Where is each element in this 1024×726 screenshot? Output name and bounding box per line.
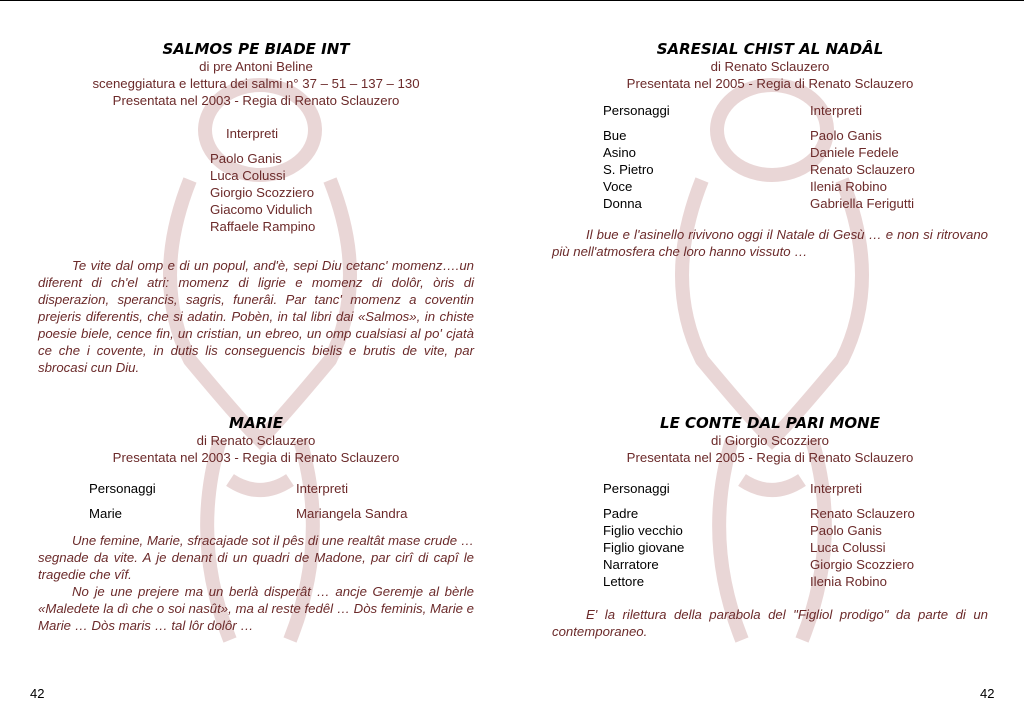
- conte-description: E' la rilettura della parabola del "Figliol prodigo" da parte di un contemporaneo.: [552, 607, 988, 639]
- cast-role: Padre: [603, 506, 639, 521]
- interprete-name: Paolo Ganis: [210, 151, 282, 166]
- saresial-section: [552, 40, 988, 260]
- cast-actor: Paolo Ganis: [810, 523, 882, 538]
- cast-role: Lettore: [603, 574, 645, 589]
- saresial-cast: [603, 102, 988, 212]
- cast-row: [603, 505, 988, 522]
- cast-role: Narratore: [603, 557, 659, 572]
- personaggi-label: Personaggi: [89, 481, 156, 496]
- salmos-section: [38, 40, 474, 376]
- conte-author: di Giorgio Scozziero: [710, 433, 829, 448]
- cast-header: [603, 102, 988, 119]
- cast-actor: Luca Colussi: [810, 540, 886, 555]
- cast-actor: Mariangela Sandra: [296, 506, 408, 521]
- cast-role: S. Pietro: [603, 162, 654, 177]
- salmos-subtitle: sceneggiatura e lettura dei salmi n° 37 – 51 – 137 – 130: [92, 76, 420, 91]
- cast-role: Donna: [603, 196, 642, 211]
- cast-header: [89, 480, 474, 497]
- cast-row: [603, 144, 988, 161]
- cast-actor: Renato Sclauzero: [810, 506, 915, 521]
- cast-row: [603, 195, 988, 212]
- cast-role: Voce: [603, 179, 633, 194]
- saresial-author: di Renato Sclauzero: [710, 59, 830, 74]
- cast-header: [603, 480, 988, 497]
- interprete-name: Giorgio Scozziero: [210, 185, 315, 200]
- marie-presented: Presentata nel 2003 - Regia di Renato Sclauzero: [112, 450, 400, 465]
- cast-actor: Renato Sclauzero: [810, 162, 915, 177]
- cast-actor: Daniele Fedele: [810, 145, 899, 160]
- right-page: [512, 0, 1024, 726]
- saresial-presented: Presentata nel 2005 - Regia di Renato Sclauzero: [626, 76, 914, 91]
- salmos-title: SALMOS PE BIADE INT: [162, 40, 350, 58]
- cast-row: [603, 127, 988, 144]
- cast-actor: Ilenia Robino: [810, 179, 887, 194]
- cast-row: [603, 178, 988, 195]
- salmos-author: di pre Antoni Beline: [199, 59, 313, 74]
- cast-role: Marie: [89, 506, 122, 521]
- interprete-name: Giacomo Vidulich: [210, 202, 313, 217]
- page-number-right: 42: [980, 686, 995, 701]
- salmos-description: Te vite dal omp e di un popul, and'è, sepi Diu cetanc' momenz….un diferent di ch'el atri: momenz di ligrie e momenz di dolôr, òris di disperazion, sperancis, sagris, funerâi. Par tanc' momenz a coventin prejeris diferentis, che si adatin. Pobèn, in tal libri dai «Salmos», in chiste poesie biele, cence fin, un cristian, un ebreo, un omp cualsiasi al po' cjatà ce che i covente, in dutis lis conseguencis bielis e brutis de vite, par sbrocasi cun Diu.: [38, 258, 474, 375]
- conte-section: [552, 414, 988, 640]
- conte-title: LE CONTE DAL PARI MONE: [660, 414, 880, 432]
- cast-row: [603, 573, 988, 590]
- cast-row: [603, 522, 988, 539]
- interprete-name: Raffaele Rampino: [210, 219, 316, 234]
- saresial-title: SARESIAL CHIST AL NADÂL: [656, 40, 884, 58]
- marie-cast: [89, 480, 474, 522]
- cast-actor: Giorgio Scozziero: [810, 557, 915, 572]
- cast-actor: Gabriella Ferigutti: [810, 196, 915, 211]
- marie-title: MARIE: [229, 414, 283, 432]
- interpreti-label: Interpreti: [810, 481, 863, 496]
- cast-actor: Paolo Ganis: [810, 128, 882, 143]
- cast-role: Asino: [603, 145, 636, 160]
- interpreti-label: Interpreti: [810, 103, 863, 118]
- cast-row: [603, 539, 988, 556]
- conte-presented: Presentata nel 2005 - Regia di Renato Sclauzero: [626, 450, 914, 465]
- cast-role: Figlio vecchio: [603, 523, 683, 538]
- salmos-interpreti-label: Interpreti: [226, 126, 279, 141]
- salmos-presented: Presentata nel 2003 - Regia di Renato Sclauzero: [112, 93, 400, 108]
- marie-description-2: No je une prejere ma un berlà disperât … ancje Geremje al bèrle «Maledete la dì che o soi nasût», ma al reste fedêl … Dòs feminis, Marie e Marie … Dòs maris … tal lôr dolôr …: [38, 584, 474, 633]
- personaggi-label: Personaggi: [603, 103, 670, 118]
- cast-role: Figlio giovane: [603, 540, 685, 555]
- conte-cast: [603, 480, 988, 590]
- salmos-interpreti-list: [210, 150, 474, 235]
- cast-row: [603, 161, 988, 178]
- cast-role: Bue: [603, 128, 627, 143]
- marie-description-1: Une femine, Marie, sfracajade sot il pês di une realtât mase crude … segnade da vite. A je denant di un quadri de Madone, par cirî di capî le tragedie che vîf.: [38, 533, 474, 582]
- interprete-name: Luca Colussi: [210, 168, 286, 183]
- page-number-left: 42: [30, 686, 45, 701]
- marie-section: [38, 414, 474, 634]
- marie-author: di Renato Sclauzero: [196, 433, 316, 448]
- personaggi-label: Personaggi: [603, 481, 670, 496]
- interpreti-label: Interpreti: [296, 481, 349, 496]
- saresial-description: Il bue e l'asinello rivivono oggi il Natale di Gesù … e non si ritrovano più nell'atmosfera che loro hanno vissuto …: [552, 227, 988, 259]
- cast-row: [89, 505, 474, 522]
- cast-row: [603, 556, 988, 573]
- cast-actor: Ilenia Robino: [810, 574, 887, 589]
